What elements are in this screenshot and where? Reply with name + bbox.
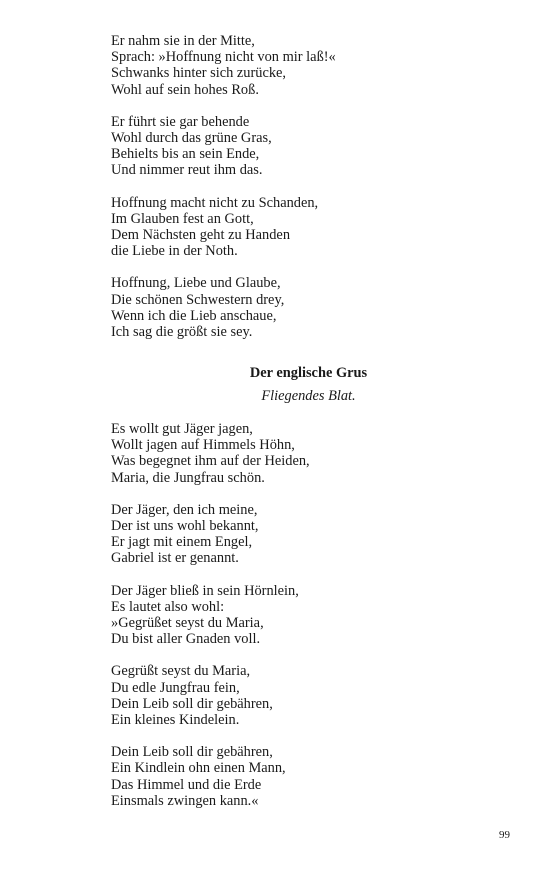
verse-line: Dein Leib soll dir gebähren, [111, 744, 273, 761]
verse-line: Dein Leib soll dir gebähren, [111, 695, 273, 712]
verse-line: Der Jäger, den ich meine, [111, 501, 258, 518]
verse-line: Wohl durch das grüne Gras, [111, 130, 272, 147]
verse-line: Wenn ich die Lieb anschaue, [111, 307, 277, 324]
verse-line: »Gegrüßet seyst du Maria, [111, 615, 264, 632]
verse-line: Wohl auf sein hohes Roß. [111, 81, 259, 98]
poem-title: Der englische Grus [249, 365, 368, 381]
verse-line: Er jagt mit einem Engel, [111, 534, 253, 551]
verse-line: Die schönen Schwestern drey, [111, 291, 285, 308]
stanza [111, 663, 441, 728]
poem-continued [111, 33, 441, 356]
verse-line: die Liebe in der Noth. [111, 243, 238, 260]
page-number: 99 [499, 829, 510, 841]
verse-line: Hoffnung macht nicht zu Schanden, [111, 194, 319, 211]
verse-line: Du edle Jungfrau fein, [111, 679, 240, 696]
verse-line: Der Jäger bließ in sein Hörnlein, [111, 582, 299, 599]
verse-line: Maria, die Jungfrau schön. [111, 469, 265, 486]
verse-line: Es wollt gut Jäger jagen, [111, 421, 253, 437]
verse-line: Einsmals zwingen kann.« [111, 792, 259, 809]
verse-line: Er nahm sie in der Mitte, [111, 33, 255, 49]
verse-line: Schwanks hinter sich zurücke, [111, 65, 287, 82]
stanza [111, 421, 441, 486]
verse-line: Das Himmel und die Erde [111, 776, 262, 793]
verse-line: Ein kleines Kindelein. [111, 712, 240, 729]
verse-line: Hoffnung, Liebe und Glaube, [111, 275, 281, 292]
poem-der-englische-grus [111, 421, 441, 825]
verse-line: Der ist uns wohl bekannt, [111, 518, 259, 535]
verse-line: Sprach: »Hoffnung nicht von mir laß!« [111, 49, 336, 66]
stanza [111, 275, 441, 340]
stanza [111, 195, 441, 260]
stanza [111, 502, 441, 567]
verse-line: Und nimmer reut ihm das. [111, 162, 263, 179]
verse-line: Im Glauben fest an Gott, [111, 210, 254, 227]
verse-line: Ein Kindlein ohn einen Mann, [111, 760, 286, 777]
stanza [111, 583, 441, 648]
verse-line: Behielts bis an sein Ende, [111, 146, 260, 163]
stanza [111, 33, 441, 98]
verse-line: Wollt jagen auf Himmels Höhn, [111, 437, 295, 454]
verse-line: Du bist aller Gnaden voll. [111, 631, 261, 648]
verse-line: Es lautet also wohl: [111, 598, 225, 615]
verse-line: Gabriel ist er genannt. [111, 550, 239, 567]
verse-line: Er führt sie gar behende [111, 113, 250, 130]
verse-line: Gegrüßt seyst du Maria, [111, 663, 251, 680]
verse-line: Was begegnet ihm auf der Heiden, [111, 453, 310, 470]
stanza [111, 744, 441, 809]
verse-line: Ich sag die größt sie sey. [111, 324, 253, 341]
stanza [111, 114, 441, 179]
verse-line: Dem Nächsten geht zu Handen [111, 227, 291, 244]
poem-subtitle: Fliegendes Blat. [261, 388, 356, 404]
